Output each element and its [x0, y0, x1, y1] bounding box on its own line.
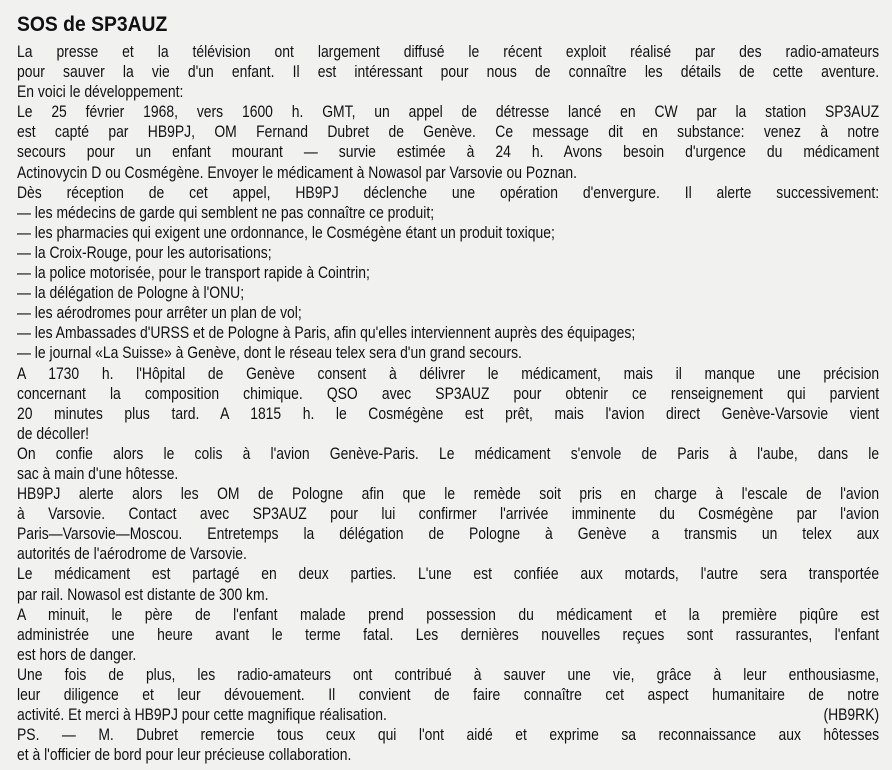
text-line: — les aérodromes pour arrêter un plan de vol; [17, 304, 302, 323]
text-line: A minuit, le père de l'enfant malade prend possession du médicament et la première piqûre est [17, 605, 880, 624]
article-title: SOS de SP3AUZ [17, 13, 168, 36]
text-line: administrée une heure avant le terme fatal. Les dernières nouvelles reçues sont rassurantes, l'enfant [17, 625, 880, 644]
text-line: En voici le développement: [17, 83, 184, 102]
text-line: Le 25 février 1968, vers 1600 h. GMT, un appel de détresse lancé en CW par la station SP3AUZ [17, 103, 880, 122]
text-line: par rail. Nowasol est distante de 300 km. [17, 585, 269, 604]
text-line: — les médecins de garde qui semblent ne pas connaître ce produit; [17, 203, 435, 222]
text-line: secours pour un enfant mourant — survie estimée à 24 h. Avons besoin d'urgence du médicament [17, 143, 880, 162]
text-line: — les pharmacies qui exigent une ordonnance, le Cosmégène étant un produit toxique; [17, 223, 555, 242]
signature-line [17, 705, 879, 725]
text-line: — la délégation de Pologne à l'ONU; [17, 284, 245, 303]
closing-sentence: activité. Et merci à HB9PJ pour cette magnifique réalisation. [17, 706, 387, 725]
text-line: 20 minutes plus tard. A 1815 h. le Cosmégène est prêt, mais l'avion direct Genève-Varsovie vient [17, 404, 880, 423]
text-line: HB9PJ alerte alors les OM de Pologne afin que le remède soit pris en charge à l'escale de l'avion [17, 485, 880, 504]
article-body [17, 42, 879, 765]
text-line: — le journal «La Suisse» à Genève, dont le réseau telex sera d'un grand secours. [17, 344, 522, 363]
text-line: — la Croix-Rouge, pour les autorisations; [17, 243, 272, 262]
postscript-line: PS. — M. Dubret remercie tous ceux qui l'ont aidé et exprime sa reconnaissance aux hôtesses [17, 726, 880, 745]
author-signature: (HB9RK) [823, 706, 880, 725]
text-line: leur diligence et leur dévouement. Il convient de faire connaître cet aspect humanitaire de notre [17, 686, 880, 704]
text-line: Le médicament est partagé en deux parties. L'une est confiée aux motards, l'autre sera transportée [17, 565, 880, 584]
text-line: Actinovycin D ou Cosmégène. Envoyer le médicament à Nowasol par Varsovie ou Poznan. [17, 163, 577, 182]
postscript [17, 725, 879, 765]
text-line: Une fois de plus, les radio-amateurs ont contribué à sauver une vie, grâce à leur enthousiasme, [17, 665, 880, 684]
text-line: autorités de l'aérodrome de Varsovie. [17, 545, 247, 564]
text-line: pour sauver la vie d'un enfant. Il est intéressant pour nous de connaître les détails de cette aventure. [17, 63, 880, 82]
text-line: sac à main d'une hôtesse. [17, 464, 179, 483]
text-line: — la police motorisée, pour le transport rapide à Cointrin; [17, 264, 370, 283]
text-line: La presse et la télévision ont largement diffusé le récent exploit réalisé par des radio-amateurs [17, 43, 880, 61]
text-line: de décoller! [17, 424, 89, 443]
text-line: — les Ambassades d'URSS et de Pologne à Paris, afin qu'elles interviennent auprès des équipages; [17, 324, 636, 343]
text-line: Paris—Varsovie—Moscou. Entretemps la délégation de Pologne à Genève a transmis un telex aux [17, 525, 880, 544]
article [17, 12, 879, 765]
text-line: concernant la composition chimique. QSO avec SP3AUZ pour obtenir ce renseignement qui parvient [17, 384, 880, 403]
text-line: Dès réception de cet appel, HB9PJ déclenche une opération d'envergure. Il alerte successivement: [17, 183, 880, 202]
text-line: est hors de danger. [17, 645, 137, 664]
text-line: à Varsovie. Contact avec SP3AUZ pour lui confirmer l'arrivée imminente du Cosmégène par l'avion [17, 505, 880, 524]
postscript-line: et à l'officier de bord pour leur précieuse collaboration. [17, 746, 352, 765]
text-line: est capté par HB9PJ, OM Fernand Dubret de Genève. Ce message dit en substance: venez à notre [17, 123, 880, 142]
text-line: A 1730 h. l'Hôpital de Genève consent à délivrer le médicament, mais il manque une précision [17, 364, 880, 383]
text-line: On confie alors le colis à l'avion Genève-Paris. Le médicament s'envole de Paris à l'aube, dans le [17, 444, 880, 463]
article-lines [17, 42, 879, 705]
